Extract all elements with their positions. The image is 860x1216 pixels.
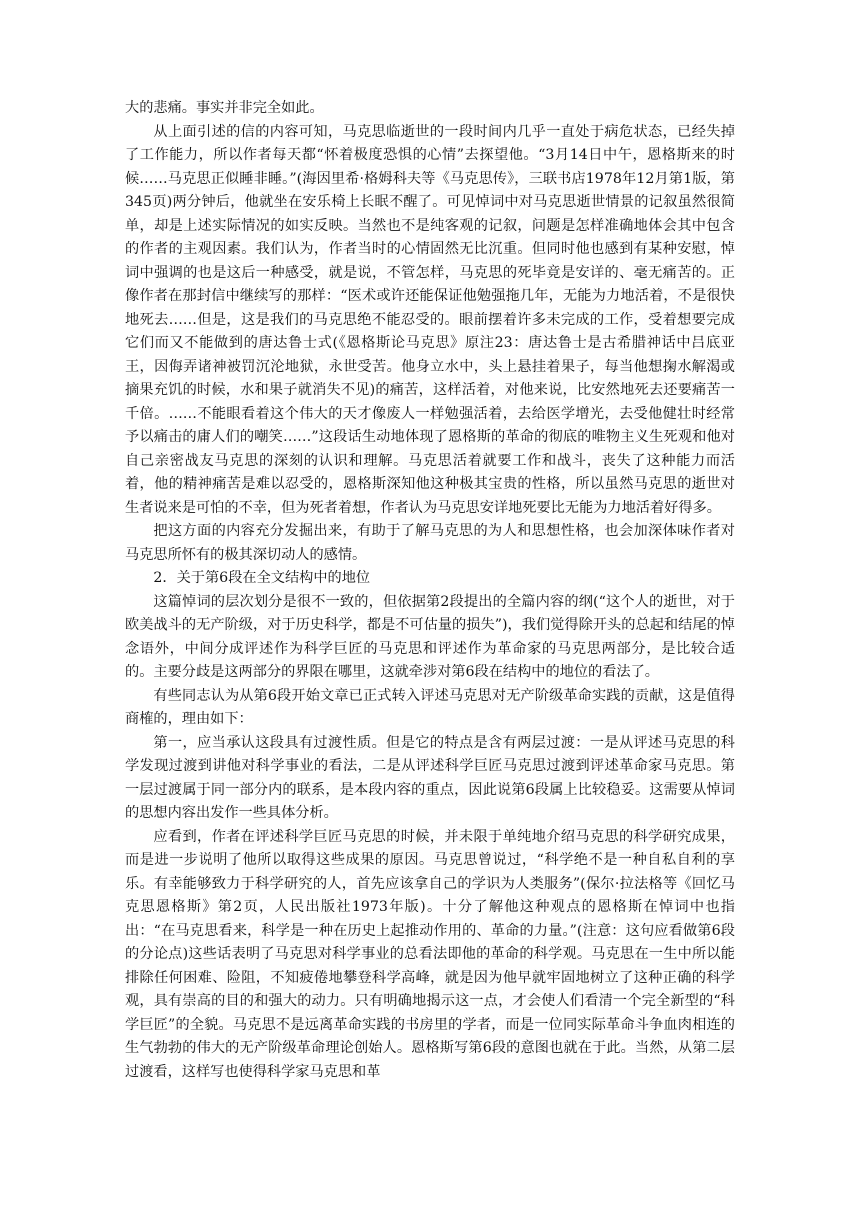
section-heading: 2．关于第6段在全文结构中的地位 — [153, 570, 371, 586]
paragraph-5: 有些同志认为从第6段开始文章已正式转入评述马克思对无产阶级革命实践的贡献，这是值得商榷的，理由如下： — [125, 687, 735, 727]
document-page — [125, 97, 735, 1084]
paragraph-4: 这篇悼词的层次划分是很不一致的，但依据第2段提出的全篇内容的纲(“这个人的逝世，对于欧美战斗的无产阶级，对于历史科学，都是不可估量的损失”)，我们觉得除开头的总起和结尾的悼念语外，中间分成评述作为科学巨匠的马克思和评述作为革命家的马克思两部分，是比较合适的。主要分歧是这两部分的界限在哪里，这就牵涉对第6段在结构中的地位的看法了。 — [125, 593, 735, 680]
paragraph-3: 把这方面的内容充分发掘出来，有助于了解马克思的为人和思想性格，也会加深体味作者对马克思所怀有的极其深切动人的感情。 — [125, 523, 735, 563]
paragraph-1: 大的悲痛。事实并非完全如此。 — [125, 100, 324, 116]
paragraph-7: 应看到，作者在评述科学巨匠马克思的时候，并未限于单纯地介绍马克思的科学研究成果，而是进一步说明了他所以取得这些成果的原因。马克思曾说过，“科学绝不是一种自私自利的享乐。有幸能够致力于科学研究的人，首先应该拿自己的学识为人类服务”(保尔·拉法格等《回忆马克思恩格斯》第2页，人民出版社1973年版)。十分了解他这种观点的恩格斯在悼词中也指出：“在马克思看来，科学是一种在历史上起推动作用的、革命的力量。”(注意：这句应看做第6段的分论点)这些话表明了马克思对科学事业的总看法即他的革命的科学观。马克思在一生中所以能排除任何困难、险阻，不知疲倦地攀登科学高峰，就是因为他早就牢固地树立了这种正确的科学观，具有崇高的目的和强大的动力。只有明确地揭示这一点，才会使人们看清一个完全新型的“科学巨匠”的全貌。马克思不是远离革命实践的书房里的学者，而是一位同实际革命斗争血肉相连的生气勃勃的伟大的无产阶级革命理论创始人。恩格斯写第6段的意图也就在于此。当然，从第二层过渡看，这样写也使得科学家马克思和革 — [125, 828, 735, 1080]
paragraph-6: 第一，应当承认这段具有过渡性质。但是它的特点是含有两层过渡：一是从评述马克思的科学发现过渡到讲他对科学事业的看法，二是从评述科学巨匠马克思过渡到评述革命家马克思。第一层过渡属于同一部分内的联系，是本段内容的重点，因此说第6段属上比较稳妥。这需要从悼词的思想内容出发作一些具体分析。 — [125, 734, 735, 821]
paragraph-2: 从上面引述的信的内容可知，马克思临逝世的一段时间内几乎一直处于病危状态，已经失掉了工作能力，所以作者每天都“怀着极度恐惧的心情”去探望他。“3月14日中午，恩格斯来的时候……马克思正似睡非睡。”(海因里希·格姆科夫等《马克思传》，三联书店1978年12月第1版，第345页)两分钟后，他就坐在安乐椅上长眠不醒了。可见悼词中对马克思逝世情景的记叙虽然很简单，却是上述实际情况的如实反映。当然也不是纯客观的记叙，问题是怎样准确地体会其中包含的作者的主观因素。我们认为，作者当时的心情固然无比沉重。但同时他也感到有某种安慰，悼词中强调的也是这后一种感受，就是说，不管怎样，马克思的死毕竟是安详的、毫无痛苦的。正像作者在那封信中继续写的那样：“医术或许还能保证他勉强拖几年，无能为力地活着，不是很快地死去……但是，这是我们的马克思绝不能忍受的。眼前摆着许多未完成的工作，受着想要完成它们而又不能做到的唐达鲁士式(《恩格斯论马克思》原注23：唐达鲁士是古希腊神话中吕底亚王，因侮弄诸神被罚沉沦地狱，永世受苦。他身立水中，头上悬挂着果子，每当他想掬水解渴或摘果充饥的时候，水和果子就消失不见)的痛苦，这样活着，对他来说，比安然地死去还要痛苦一千倍。……不能眼看着这个伟大的天才像废人一样勉强活着，去给医学增光，去受他健壮时经常予以痛击的庸人们的嘲笑……”这段话生动地体现了恩格斯的革命的彻底的唯物主义生死观和他对自己亲密战友马克思的深刻的认识和理解。马克思活着就要工作和战斗，丧失了这种能力而活着，他的精神痛苦是难以忍受的，恩格斯深知他这种极其宝贵的性格，所以虽然马克思的逝世对生者说来是可怕的不幸，但为死者着想，作者认为马克思安详地死要比无能为力地活着好得多。 — [125, 123, 735, 516]
